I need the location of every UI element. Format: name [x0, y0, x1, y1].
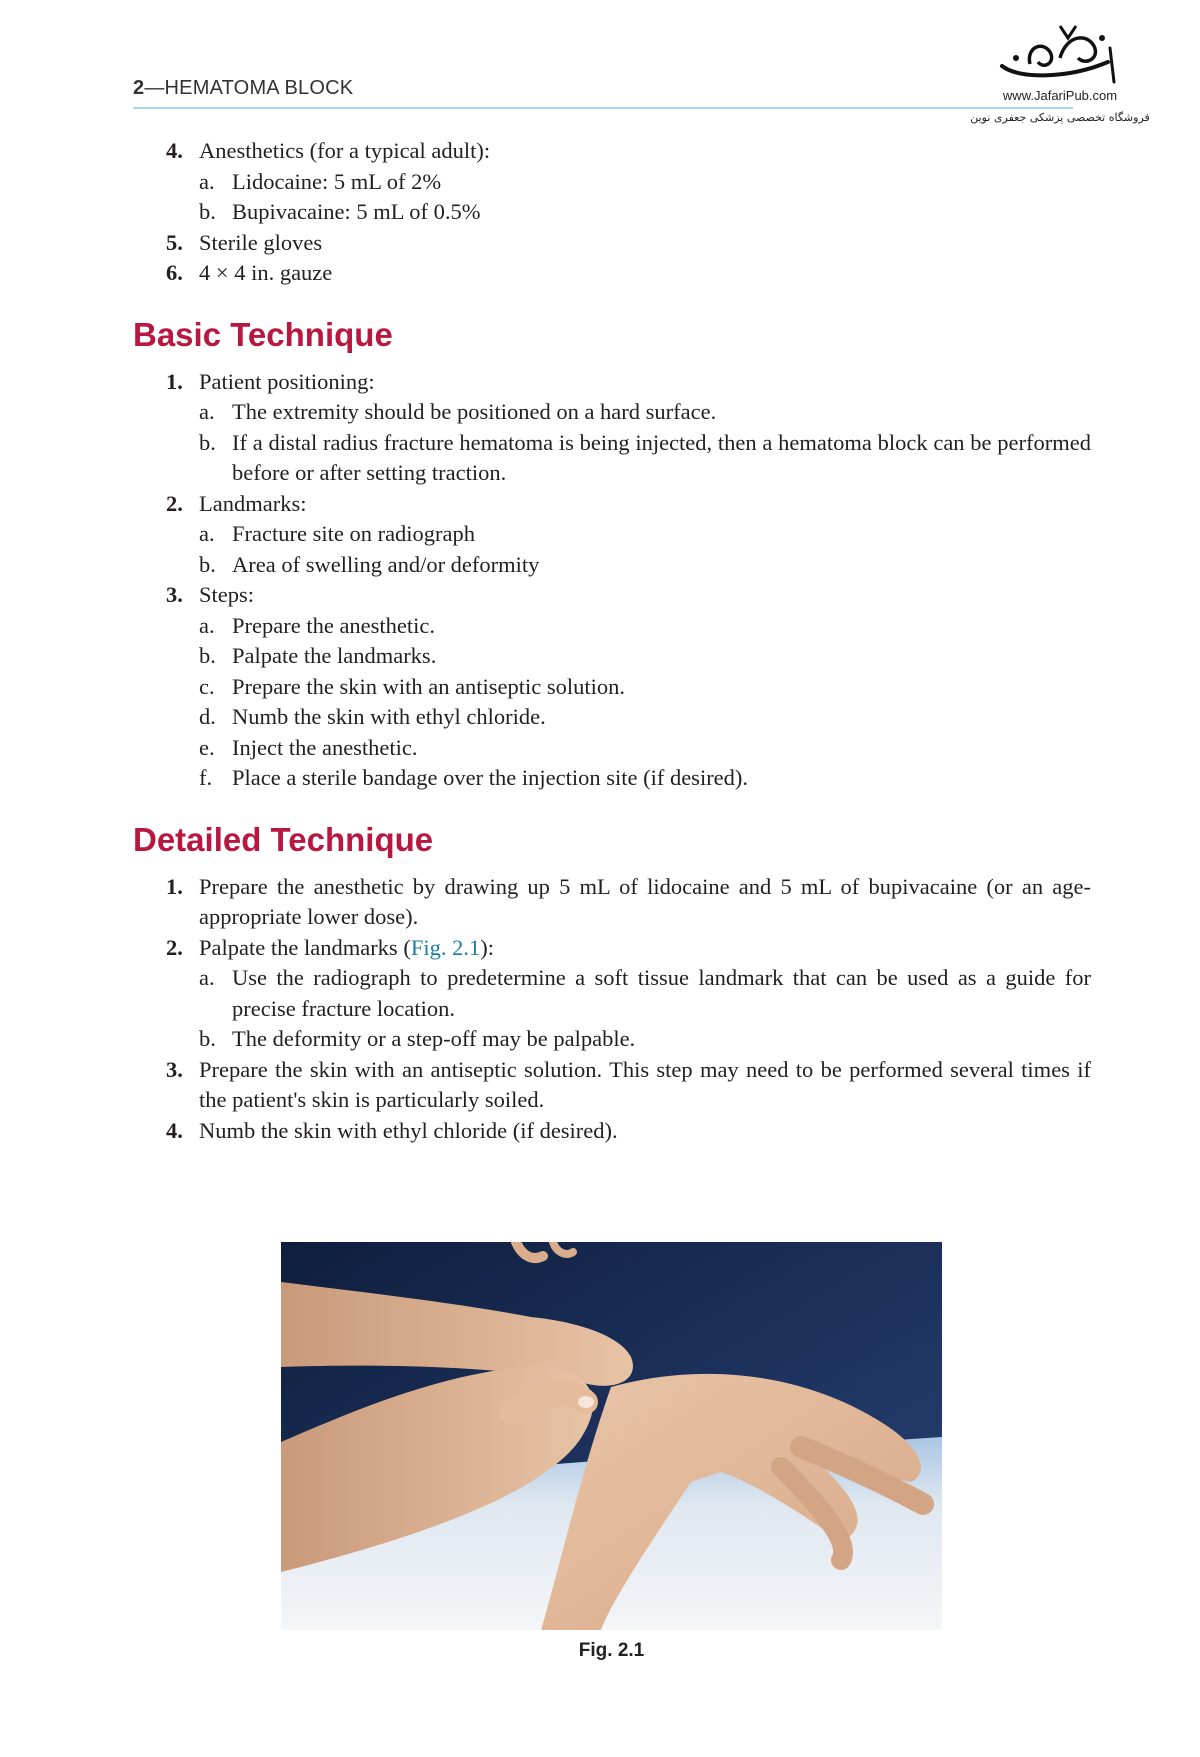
- wrist-palpation-photo-icon: [281, 1242, 942, 1630]
- list-item: 2. Landmarks:: [166, 490, 307, 516]
- calligraphy-logo-icon: [990, 18, 1130, 90]
- detailed-technique-list: [133, 872, 1091, 1147]
- sub-list-item: e. Inject the anesthetic.: [199, 734, 418, 760]
- figure-photo: [281, 1242, 942, 1630]
- chapter-number: 2: [133, 77, 145, 99]
- figure-caption: Fig. 2.1: [578, 1640, 645, 1661]
- sub-list-item: a. The extremity should be positioned on a hard surface.: [199, 399, 717, 424]
- list-item: 1. Patient positioning:: [166, 368, 375, 394]
- sub-list-item: a. Use the radiograph to predetermine a soft tissue landmark that can be used as a guide for precise fracture location.: [199, 965, 1091, 1021]
- sub-list-item: a. Prepare the anesthetic.: [199, 612, 436, 638]
- list-item: 4. Anesthetics (for a typical adult):: [166, 138, 491, 163]
- list-item: 4. Numb the skin with ethyl chloride (if desired).: [166, 1117, 618, 1143]
- page-content: [133, 136, 1091, 1146]
- list-item: 2. Palpate the landmarks (Fig. 2.1):: [166, 934, 494, 960]
- header-rule: [133, 107, 1073, 109]
- sub-list-item: b. The deformity or a step-off may be palpable.: [199, 1026, 636, 1051]
- publisher-website: www.JafariPub.com: [1002, 88, 1118, 103]
- chapter-title: HEMATOMA BLOCK: [164, 77, 354, 99]
- list-item: 3. Prepare the skin with an antiseptic solution. This step may need to be performed several times if the patient's skin is particularly soiled.: [166, 1056, 1091, 1112]
- equipment-list: [133, 136, 1091, 289]
- list-item: 6. 4 × 4 in. gauze: [166, 260, 333, 285]
- sub-list-item: f. Place a sterile bandage over the injection site (if desired).: [199, 765, 749, 790]
- sub-list-item: b. If a distal radius fracture hematoma is being injected, then a hematoma block can be performed before or after setting traction.: [199, 429, 1091, 485]
- list-item: 1. Prepare the anesthetic by drawing up 5 mL of lidocaine and 5 mL of bupivacaine (or an age-appropriate lower dose).: [166, 873, 1091, 929]
- basic-technique-list: [133, 367, 1091, 794]
- sub-list-item: a. Lidocaine: 5 mL of 2%: [199, 168, 442, 194]
- basic-technique-heading: Basic Technique: [133, 315, 393, 353]
- publisher-logo: [960, 18, 1160, 136]
- header-separator: —: [144, 77, 165, 99]
- figure-reference-link[interactable]: Fig. 2.1: [410, 934, 481, 960]
- sub-list-item: c. Prepare the skin with an antiseptic solution.: [199, 673, 626, 699]
- running-header: [133, 77, 353, 100]
- sub-list-item: b. Bupivacaine: 5 mL of 0.5%: [199, 199, 481, 224]
- sub-list-item: a. Fracture site on radiograph: [199, 521, 476, 546]
- list-item: 5. Sterile gloves: [166, 229, 323, 255]
- sub-list-item: d. Numb the skin with ethyl chloride.: [199, 704, 546, 729]
- sub-list-item: b. Area of swelling and/or deformity: [199, 551, 540, 577]
- detailed-technique-heading: Detailed Technique: [133, 820, 434, 858]
- publisher-tagline: فروشگاه تخصصی پزشکی جعفری نوین: [970, 111, 1150, 124]
- sub-list-item: b. Palpate the landmarks.: [199, 643, 437, 668]
- list-item: 3. Steps:: [166, 582, 255, 607]
